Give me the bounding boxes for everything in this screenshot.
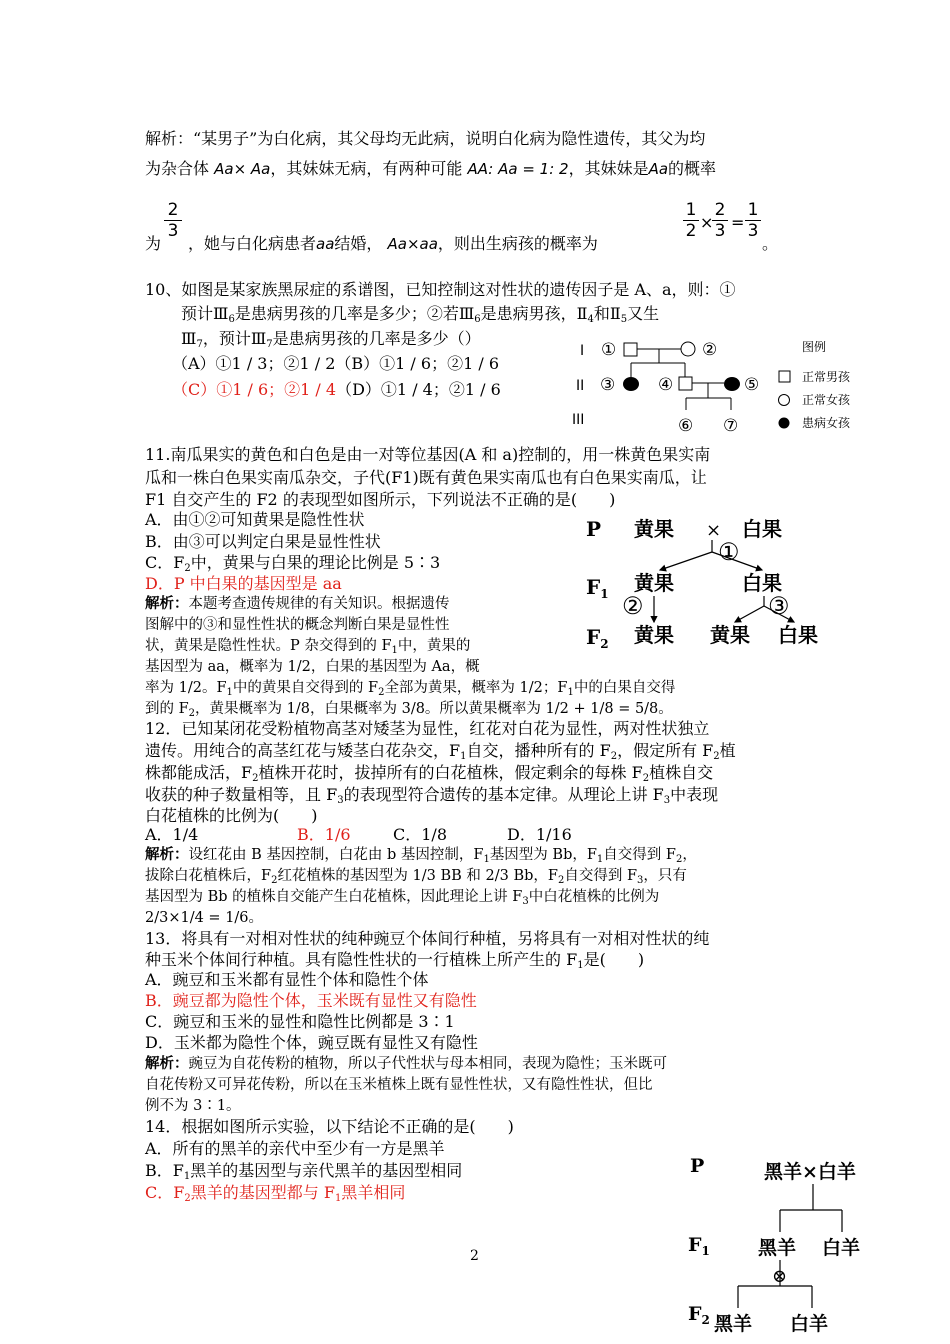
q12-option-c: C．1/8	[393, 825, 447, 844]
legend-male: 正常男孩	[802, 370, 851, 384]
q11-option-d-answer: D．P 中白果的基因型是 aa	[145, 574, 342, 593]
sub: 1	[183, 1171, 191, 1182]
text: C．F	[145, 1183, 185, 1202]
q11-line-2: 瓜和一株白色果实南瓜杂交，子代(F1)既有黄色果实南瓜也有白色果实南瓜，让	[145, 468, 707, 487]
sub: 2	[378, 687, 385, 698]
text: 种玉米个体间行种植。具有隐性性状的一行植株上所产生的 F	[145, 950, 578, 969]
analysis-line-2	[145, 156, 716, 179]
text: 自交得到 F	[564, 868, 638, 884]
text: 豌豆为自花传粉的植物，所以子代性状与母本相同，表现为隐性；玉米既可	[188, 1056, 667, 1072]
marker-3: ③	[768, 592, 790, 620]
formula: Aa	[648, 160, 669, 178]
text: 中的白果自交得	[573, 680, 676, 696]
text: 是患病男孩的几率是多少（）	[272, 329, 481, 348]
q12-option-d: D．1/16	[507, 825, 572, 844]
denominator: 3	[164, 220, 182, 241]
text: 收获的种子数量相等，且 F	[145, 785, 338, 804]
formula: Aa×aa	[387, 235, 438, 253]
text: 中，黄果与白果的理论比例是 5∶3	[190, 553, 441, 572]
q13-option-d: D．玉米都为隐性个体，豌豆既有显性又有隐性	[145, 1033, 478, 1052]
q13-option-b-answer: B．豌豆都为隐性个体，玉米既有显性又有隐性	[145, 991, 477, 1010]
sub: 2	[642, 773, 650, 784]
f2-white: 白羊	[790, 1313, 829, 1335]
q12-option-b-answer: B．1/6	[297, 825, 351, 844]
equals-sign: =	[731, 213, 745, 232]
text: 植株开花时，拔掉所有的白花植株，假定剩余的每株 F	[258, 763, 643, 782]
q13-analysis-3: 例不为 3∶1。	[145, 1098, 241, 1114]
text: 设红花由 B 基因控制，白花由 b 基因控制，F	[188, 847, 484, 863]
denominator: 2	[683, 220, 699, 241]
page-number: 2	[470, 1248, 479, 1264]
text: 本题考查遗传规律的有关知识。根据遗传	[188, 596, 450, 612]
individual-number: ③	[600, 375, 616, 395]
analysis-heading: 解析：	[145, 595, 189, 612]
sub: 2	[252, 773, 259, 784]
sub: 2	[557, 875, 565, 886]
sub: 5	[620, 314, 628, 325]
q10-line-1: 10、如图是某家族黑尿症的系谱图，已知控制这对性状的遗传因子是 A、a，则：①	[145, 280, 736, 299]
sub: 6	[228, 314, 235, 325]
sub: 1	[334, 1193, 342, 1204]
numerator: 2	[714, 200, 726, 220]
f2-yellow: 黄果	[634, 623, 674, 647]
marker-1: ①	[718, 538, 740, 566]
q14-option-a: A．所有的黑羊的亲代中至少有一方是黑羊	[145, 1139, 445, 1158]
q10-answer: （C）①1 / 6；②1 / 4	[172, 380, 337, 399]
fraction	[745, 200, 761, 241]
denominator: 3	[745, 220, 761, 241]
text: C．F	[145, 553, 185, 572]
text: ，黄果概率为 1/8，白果概率为 3/8。所以黄果概率为 1/2 + 1/8 = 5/8。	[195, 701, 673, 717]
q11-analysis-1	[145, 592, 450, 613]
numerator: 2	[167, 200, 179, 220]
pedigree-chart	[568, 333, 868, 433]
text: 的概率	[668, 159, 717, 178]
male-normal	[624, 343, 637, 356]
q10-options-ab: （A）①1 / 3；②1 / 2（B）①1 / 6；②1 / 6	[172, 354, 500, 373]
sub: 3	[522, 896, 529, 907]
cross-sign: ×	[706, 520, 722, 541]
gen-f: F	[688, 1234, 702, 1256]
legend-title: 图例	[802, 340, 827, 354]
denominator: 3	[712, 220, 728, 241]
f1-black: 黑羊	[758, 1237, 797, 1259]
sub: 1	[483, 854, 490, 865]
gen-sub: 1	[701, 1244, 710, 1258]
text: ，则出生病孩的概率为	[437, 234, 598, 253]
sub: 7	[196, 339, 203, 350]
individual-number: ⑦	[723, 416, 739, 433]
legend-male-symbol	[779, 371, 790, 382]
q12-line-1: 12．已知某闭花受粉植物高茎对矮茎为显性，红花对白花为显性，两对性状独立	[145, 719, 710, 738]
fraction	[683, 200, 699, 241]
q12-analysis-4: 2/3×1/4 = 1/6。	[145, 910, 264, 926]
text: 又生	[627, 304, 660, 323]
f1-white: 白羊	[822, 1237, 861, 1259]
text: ，她与白化病患者	[188, 234, 317, 253]
gen-sub: 2	[701, 1313, 710, 1327]
text: 结婚，	[334, 234, 383, 253]
text: 全部为黄果，概率为 1/2；F	[384, 680, 568, 696]
sub: 1	[226, 687, 233, 698]
q12-option-a: A．1/4	[145, 825, 199, 844]
sub: 2	[184, 1193, 191, 1204]
q10-options-cd	[172, 377, 501, 400]
legend-female-symbol	[779, 395, 790, 406]
formula: Aa× Aa	[214, 160, 271, 178]
text: 中的黄果自交得到的 F	[232, 680, 379, 696]
q10-line-3	[181, 326, 481, 350]
gen-sub: 2	[600, 637, 609, 651]
text: 为杂合体	[145, 159, 210, 178]
sub: 2	[184, 563, 191, 574]
gen-f: F	[586, 625, 601, 649]
q11-cross-diagram	[580, 510, 830, 660]
text: 的表现型符合遗传的基本定律。从理论上讲 F	[343, 785, 664, 804]
sub: 2	[713, 751, 720, 762]
gen-label-f1	[688, 1234, 710, 1258]
gen-label-f2	[586, 625, 609, 651]
text: ，假定所有 F	[617, 741, 714, 760]
q11-analysis-5	[145, 676, 675, 698]
f2-yellow: 黄果	[710, 623, 750, 647]
text: 植株自交	[649, 763, 714, 782]
female-affected	[623, 377, 639, 391]
female-normal	[681, 342, 695, 356]
text: 植	[719, 741, 736, 760]
individual-number: ⑤	[744, 375, 760, 395]
text: 中白花植株的比例为	[528, 889, 660, 905]
sub: 2	[271, 875, 278, 886]
text: 基因型为 Bb，F	[489, 847, 597, 863]
text: ，预计Ⅲ	[202, 329, 267, 348]
q11-analysis-2: 图解中的③和显性性状的概念判断白果是显性性	[145, 617, 450, 633]
text: 是患病男孩的几率是多少；②若Ⅲ	[234, 304, 475, 323]
text: 拔除白花植株后，F	[145, 868, 272, 884]
analysis-line-1: 解析：“某男子”为白化病，其父母均无此病，说明白化病为隐性遗传，其父为均	[145, 129, 706, 148]
gen-f: F	[688, 1303, 702, 1325]
q14-option-b	[145, 1158, 462, 1182]
f2-white: 白果	[778, 623, 818, 647]
text: ，只有	[643, 868, 687, 884]
f2-black: 黑羊	[714, 1313, 753, 1335]
sub: 3	[337, 795, 344, 806]
p-parents: 黑羊×白羊	[764, 1161, 856, 1183]
gen-sub: 1	[600, 587, 609, 601]
analysis-text: 为	[145, 234, 162, 253]
gen-label-f1	[586, 575, 609, 601]
text: Ⅲ	[181, 329, 197, 348]
text: 中，黄果的	[397, 638, 471, 654]
selfing-sign: ⊗	[772, 1266, 788, 1287]
q12-analysis-1	[145, 843, 697, 865]
sub: 4	[587, 314, 594, 325]
text: 遗传。用纯合的高茎红花与矮茎白花杂交，F	[145, 741, 461, 760]
q11-line-3: F1 自交产生的 F2 的表现型如图所示，下列说法不正确的是( )	[145, 490, 616, 509]
q10-line-2	[181, 301, 659, 325]
sub: 1	[460, 751, 467, 762]
f1-white: 白果	[742, 571, 782, 595]
formula: AA: Aa = 1: 2	[467, 160, 569, 178]
q12-line-3	[145, 760, 713, 784]
text: 是( )	[583, 950, 645, 969]
text: 株都能成活，F	[145, 763, 253, 782]
individual-number: ④	[658, 375, 674, 395]
sub: 1	[391, 645, 398, 656]
p-yellow: 黄果	[634, 517, 674, 541]
q13-line-1: 13．将具有一对相对性状的纯种豌豆个体间行种植，另将具有一对相对性状的纯	[145, 929, 710, 948]
female-affected	[724, 377, 740, 391]
sub: 6	[474, 314, 481, 325]
legend-female: 正常女孩	[802, 393, 851, 407]
q13-analysis-2: 自花传粉又可异花传粉，所以在玉米植株上既有显性性状，又有隐性性状，但比	[145, 1077, 653, 1093]
sub: 1	[577, 960, 584, 971]
text: 状，黄果是隐性性状。P 杂交得到的 F	[145, 638, 392, 654]
sub: 2	[610, 751, 618, 762]
f1-yellow: 黄果	[634, 571, 674, 595]
q10-option-d: （D）①1 / 4；②1 / 6	[336, 380, 501, 399]
sub: 2	[188, 708, 196, 719]
gen-label-f2	[688, 1303, 710, 1327]
individual-number: ⑥	[678, 416, 694, 433]
sub: 3	[663, 795, 671, 806]
q14-cross-diagram	[680, 1150, 880, 1340]
text: ，	[682, 847, 697, 863]
q11-option-a: A．由①②可知黄果是隐性性状	[145, 510, 365, 529]
text: 和Ⅱ	[593, 304, 621, 323]
period: 。	[762, 234, 779, 253]
q13-option-c: C．豌豆和玉米的显性和隐性比例都是 3∶1	[145, 1012, 455, 1031]
sub: 7	[266, 339, 273, 350]
q12-line-5: 白花植株的比例为( )	[145, 806, 318, 825]
analysis-line-3	[188, 231, 598, 254]
numerator: 1	[685, 200, 697, 220]
text: 预计Ⅲ	[181, 304, 229, 323]
text: 黑羊的基因型都与 F	[190, 1183, 335, 1202]
q14-line-1: 14．根据如图所示实验，以下结论不正确的是( )	[145, 1117, 514, 1136]
gen-f: F	[586, 575, 601, 599]
gen-label: III	[572, 412, 585, 428]
text: 中表现	[670, 785, 719, 804]
sub: 1	[596, 854, 604, 865]
text: 黑羊相同	[341, 1183, 406, 1202]
gen-label-p: P	[690, 1155, 705, 1177]
q11-option-b: B．由③可以判定白果是显性性状	[145, 532, 381, 551]
q14-option-c-answer	[145, 1180, 405, 1204]
fraction	[164, 200, 182, 241]
q11-analysis-4: 基因型为 aa，概率为 1/2，白果的基因型为 Aa，概	[145, 659, 480, 675]
q11-line-1: 11.南瓜果实的黄色和白色是由一对等位基因(A 和 a)控制的，用一株黄色果实南	[145, 445, 711, 464]
individual-number: ①	[601, 340, 617, 360]
numerator: 1	[747, 200, 759, 220]
gen-label: I	[580, 343, 585, 359]
analysis-heading: 解析：	[145, 1055, 189, 1072]
text: 自交，播种所有的 F	[466, 741, 611, 760]
text: ，其妹妹无病，有两种可能	[270, 159, 463, 178]
text: 基因型为 Bb 的植株自交能产生白花植株，因此理论上讲 F	[145, 889, 523, 905]
gen-label-p: P	[586, 517, 602, 541]
text: 黑羊的基因型与亲代黑羊的基因型相同	[190, 1161, 463, 1180]
sub: 1	[567, 687, 574, 698]
q12-analysis-3	[145, 885, 659, 907]
q12-analysis-2	[145, 864, 687, 886]
individual-number: ②	[702, 340, 718, 360]
fraction	[712, 200, 728, 241]
times-sign: ×	[700, 213, 714, 232]
q13-analysis-1	[145, 1052, 667, 1073]
q12-line-2	[145, 738, 736, 762]
legend-affected-female: 患病女孩	[802, 416, 851, 430]
legend-affected-symbol	[779, 418, 790, 429]
text: 到的 F	[145, 701, 189, 717]
text: 自交得到 F	[603, 847, 676, 863]
text: B．F	[145, 1161, 184, 1180]
text: ，其妹妹是	[568, 159, 649, 178]
sub: 3	[637, 875, 644, 886]
male-normal	[679, 377, 692, 390]
marker-2: ②	[622, 592, 644, 620]
gen-label: II	[576, 378, 585, 394]
analysis-heading: 解析：	[145, 846, 189, 863]
text: 率为 1/2。F	[145, 680, 227, 696]
p-white: 白果	[742, 517, 782, 541]
q11-analysis-3	[145, 634, 470, 656]
text: 红花植株的基因型为 1/3 BB 和 2/3 Bb，F	[277, 868, 558, 884]
sub: 2	[675, 854, 683, 865]
text: 是患病男孩，Ⅱ	[480, 304, 588, 323]
formula: aa	[316, 235, 335, 253]
q13-option-a: A．豌豆和玉米都有显性个体和隐性个体	[145, 970, 429, 989]
